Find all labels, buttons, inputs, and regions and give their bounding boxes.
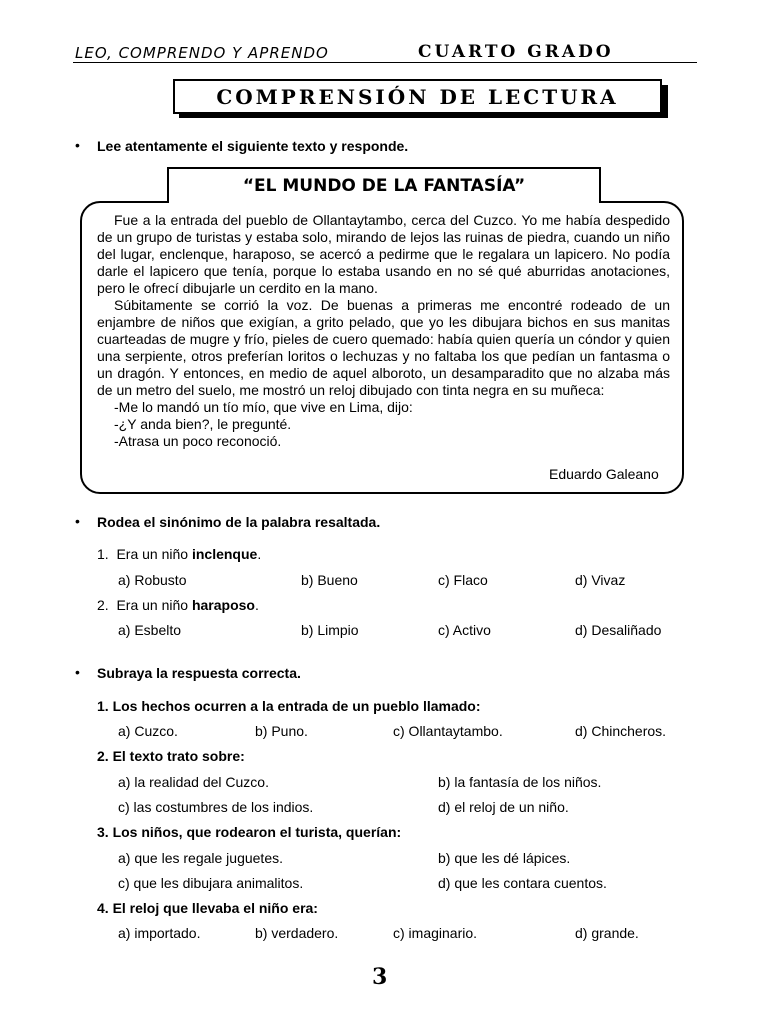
option[interactable]: d) Chincheros. [575,723,667,739]
highlighted-word: inclenque [191,546,258,562]
question-number: 1. [97,546,109,562]
question-4: 4. El reloj que llevaba el niño era: [97,900,318,916]
option[interactable]: d) que les contara cuentos. [438,875,607,891]
bullet-icon: • [75,137,80,153]
story-title: “EL MUNDO DE LA FANTASÍA” [167,167,601,203]
option[interactable]: c) que les dibujara animalitos. [118,875,304,891]
option[interactable]: a) Esbelto [118,622,182,638]
page-number: 3 [372,964,388,990]
question-text: Era un niño [116,597,189,613]
option[interactable]: b) Puno. [255,723,308,739]
question-text: Era un niño [116,546,189,562]
header-grade-text: CUARTO GRADO [418,42,614,62]
instruction-underline: Subraya la respuesta correcta. [97,665,301,681]
story-text [97,212,670,450]
story-author: Eduardo Galeano [549,466,659,482]
option[interactable]: d) Desaliñado [575,622,662,638]
option[interactable]: d) el reloj de un niño. [438,799,569,815]
option[interactable]: c) las costumbres de los indios. [118,799,314,815]
question-suffix: . [254,597,259,613]
question-number: 2. [97,597,109,613]
question-3: 3. Los niños, que rodearon el turista, querían: [97,824,402,840]
option[interactable]: c) Activo [438,622,491,638]
option[interactable]: c) Flaco [438,572,488,588]
header-rule [73,62,697,63]
option[interactable]: a) Cuzco. [118,723,178,739]
option[interactable]: d) grande. [575,925,639,941]
bullet-icon: • [75,513,80,529]
story-paragraph: Fue a la entrada del pueblo de Ollantaytambo, cerca del Cuzco. Yo me había despedido de un grupo de turistas y estaba solo, mirando de lejos las ruinas de piedra, cuando un niño del lugar, enclenque, haraposo, se acercó a pedirme que le regalara un lapicero. No podía darle el lapicero que tenía, porque lo estaba usando en no sé qué aburridas anotaciones, pero le ofrecí dibujarle un cerdito en la mano. [97,212,670,296]
question-suffix: . [257,546,262,562]
option[interactable]: b) que les dé lápices. [438,850,571,866]
option[interactable]: a) que les regale juguetes. [118,850,283,866]
option[interactable]: b) verdadero. [255,925,339,941]
bullet-icon: • [75,664,80,680]
synonym-question-1 [97,546,261,562]
instruction-synonym: Rodea el sinónimo de la palabra resaltada. [97,514,381,530]
header-left-text: LEO, COMPRENDO Y APRENDO [75,44,329,62]
option[interactable]: b) la fantasía de los niños. [438,774,602,790]
option[interactable]: b) Bueno [301,572,358,588]
option[interactable]: a) Robusto [118,572,187,588]
option[interactable]: c) imaginario. [393,925,478,941]
story-dialogue: -Atrasa un poco reconoció. [114,433,282,449]
story-dialogue: -¿Y anda bien?, le pregunté. [114,416,292,432]
question-2: 2. El texto trato sobre: [97,748,245,764]
highlighted-word: haraposo [191,597,255,613]
instruction-read: Lee atentamente el siguiente texto y responde. [97,138,409,154]
page-title: COMPRENSIÓN DE LECTURA [173,79,662,114]
option[interactable]: a) la realidad del Cuzco. [118,774,269,790]
story-dialogue: -Me lo mandó un tío mío, que vive en Lima, dijo: [114,399,413,415]
option[interactable]: d) Vivaz [575,572,626,588]
option[interactable]: b) Limpio [301,622,359,638]
option[interactable]: a) importado. [118,925,201,941]
synonym-question-2 [97,597,259,613]
option[interactable]: c) Ollantaytambo. [393,723,503,739]
story-paragraph: Súbitamente se corrió la voz. De buenas a primeras me encontré rodeado de un enjambre de niños que exigían, a grito pelado, que yo les dibujara bichos en sus manitas cuarteadas de mugre y frío, pieles de cuero quemado: había quien quería un cóndor y quien una serpiente, otros preferían loritos o lechuzas y no faltaba los que pedían un fantasma o un dragón. Y entonces, en medio de aquel alboroto, un desamparadito que no alzaba más de un metro del suelo, me mostró un reloj dibujado con tinta negra en su muñeca: [97,297,670,398]
question-1: 1. Los hechos ocurren a la entrada de un pueblo llamado: [97,698,481,714]
